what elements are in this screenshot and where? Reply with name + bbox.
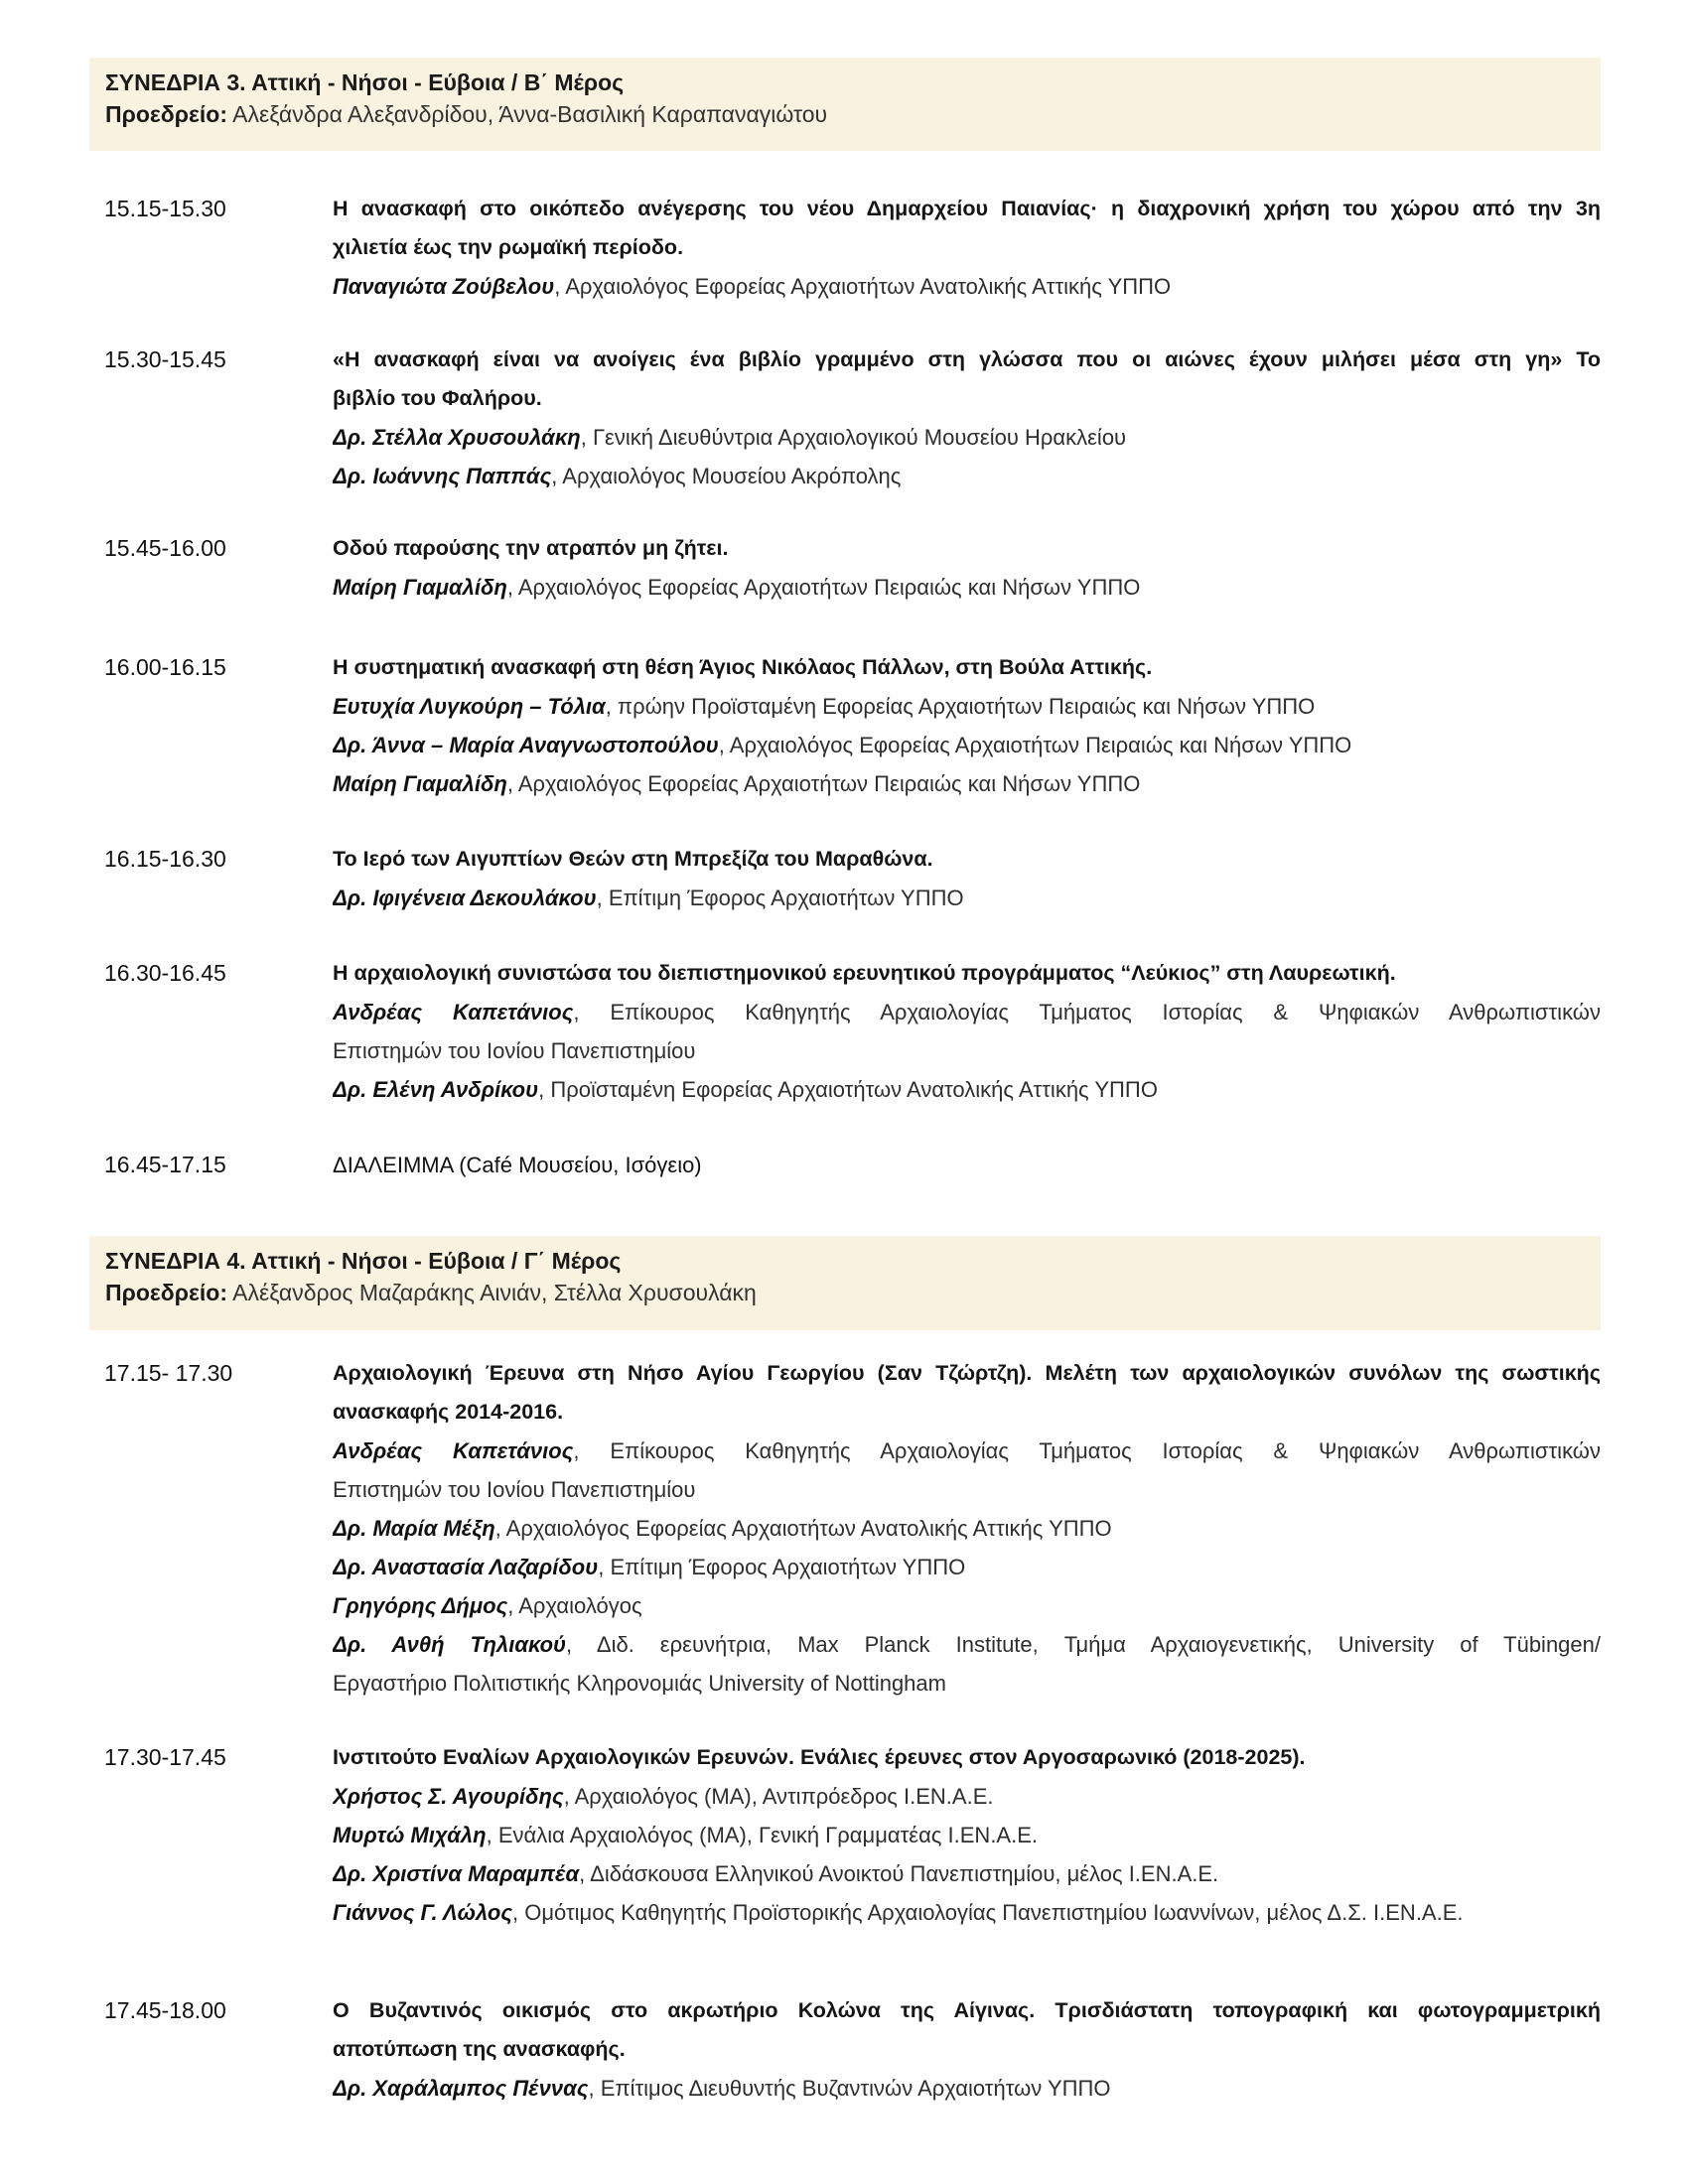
break-time: 16.45-17.15 xyxy=(104,1152,226,1177)
talk-body xyxy=(333,1991,1601,2108)
chair-label: Προεδρείο: xyxy=(105,101,227,127)
speaker-name: Χρήστος Σ. Αγουρίδης xyxy=(333,1784,564,1809)
speaker-affiliation: , πρώην Προϊσταμένη Εφορείας Αρχαιοτήτων Πειραιώς και Νήσων ΥΠΠΟ xyxy=(605,694,1316,719)
speaker-line xyxy=(333,1625,1601,1664)
talk-time: 17.30-17.45 xyxy=(104,1744,226,1770)
session-chairs xyxy=(105,1280,757,1306)
speaker-affiliation: , Αρχαιολόγος Εφορείας Αρχαιοτήτων Πειραιώς και Νήσων ΥΠΠΟ xyxy=(506,771,1141,796)
speaker-name: Μαίρη Γιαμαλίδη xyxy=(333,771,507,796)
speaker-affiliation: , Αρχαιολόγος xyxy=(507,1593,642,1618)
talk-body xyxy=(333,529,1601,607)
speaker-affiliation: , Ενάλια Αρχαιολόγος (MA), Γενική Γραμματέας Ι.ΕΝ.Α.Ε. xyxy=(486,1823,1038,1847)
talk-title-line: Η ανασκαφή στο οικόπεδο ανέγερσης του νέου Δημαρχείου Παιανίας· η διαχρονική χρήση του χώρου από την 3η xyxy=(333,197,1601,220)
speaker-name: Δρ. Άννα – Μαρία Αναγνωστοπούλου xyxy=(333,733,719,757)
speaker-line xyxy=(333,1854,1601,1893)
speaker-affiliation: , Αρχαιολόγος (MA), Αντιπρόεδρος Ι.ΕΝ.Α.Ε. xyxy=(563,1784,994,1809)
speaker-affiliation: , Αρχαιολόγος Εφορείας Αρχαιοτήτων Ανατολικής Αττικής ΥΠΠΟ xyxy=(554,274,1172,299)
speaker-line xyxy=(333,993,1601,1031)
talk-title-line: Η αρχαιολογική συνιστώσα του διεπιστημονικού ερευνητικού προγράμματος “Λεύκιος” στη Λαυρεωτική. xyxy=(333,961,1396,985)
speaker-name: Παναγιώτα Ζούβελου xyxy=(333,274,555,299)
speaker-affiliation: , Αρχαιολόγος Εφορείας Αρχαιοτήτων Πειραιώς και Νήσων ΥΠΠΟ xyxy=(718,733,1352,757)
speaker-line xyxy=(333,457,1601,495)
speaker-name: Δρ. Ανθή Τηλιακού xyxy=(333,1632,567,1657)
speaker-affiliation: , Ομότιμος Καθηγητής Προϊστορικής Αρχαιολογίας Πανεπιστημίου Ιωαννίνων, μέλος Δ.Σ. Ι.ΕΝ.Α.Ε. xyxy=(512,1900,1464,1925)
talk-time: 15.45-16.00 xyxy=(104,535,226,561)
talk-body xyxy=(333,341,1601,495)
chair-label: Προεδρείο: xyxy=(105,1280,227,1305)
speaker-line xyxy=(333,2069,1601,2108)
speaker-line xyxy=(333,1031,1601,1070)
talk-title-line: «Η ανασκαφή είναι να ανοίγεις ένα βιβλίο γραμμένο στη γλώσσα που οι αιώνες έχουν μιλήσει μέσα στη γη» Το xyxy=(333,347,1601,371)
talk-title-line: Οδού παρούσης την ατραπόν μη ζήτει. xyxy=(333,536,729,560)
talk-title-line: Ο Βυζαντινός οικισμός στο ακρωτήριο Κολώνα της Αίγινας. Τρισδιάστατη τοπογραφική και φωτογραμμετρική xyxy=(333,1998,1601,2022)
speaker-affiliation: Επιστημών του Ιονίου Πανεπιστημίου xyxy=(333,1038,696,1063)
speaker-line xyxy=(333,1893,1601,1932)
speaker-affiliation: Επιστημών του Ιονίου Πανεπιστημίου xyxy=(333,1477,696,1502)
talk-time: 17.45-18.00 xyxy=(104,1997,226,2023)
speaker-line xyxy=(333,1070,1601,1109)
speaker-affiliation: , Επίτιμος Διευθυντής Βυζαντινών Αρχαιοτήτων ΥΠΠΟ xyxy=(588,2076,1111,2101)
talk-body xyxy=(333,648,1601,803)
speaker-line xyxy=(333,568,1601,607)
talk-title-line: Ινστιτούτο Εναλίων Αρχαιολογικών Ερευνών. Ενάλιες έρευνες στον Αργοσαρωνικό (2018-2025). xyxy=(333,1745,1306,1769)
speaker-affiliation: , Επίκουρος Καθηγητής Αρχαιολογίας Τμήματος Ιστορίας & Ψηφιακών Ανθρωπιστικών xyxy=(573,1438,1601,1463)
talk-title-line: Το Ιερό των Αιγυπτίων Θεών στη Μπρεξίζα του Μαραθώνα. xyxy=(333,847,933,871)
talk-body xyxy=(333,1354,1601,1703)
speaker-name: Ανδρέας Καπετάνιος xyxy=(333,1438,574,1463)
speaker-name: Δρ. Αναστασία Λαζαρίδου xyxy=(333,1555,599,1579)
chair-names: Αλέξανδρος Μαζαράκης Αινιάν, Στέλλα Χρυσουλάκη xyxy=(232,1280,757,1305)
talk-title-line: αποτύπωση της ανασκαφής. xyxy=(333,2037,626,2061)
speaker-name: Δρ. Ιφιγένεια Δεκουλάκου xyxy=(333,886,597,910)
speaker-name: Γρηγόρης Δήμος xyxy=(333,1593,508,1618)
talk-title-line: Αρχαιολογική Έρευνα στη Νήσο Αγίου Γεωργίου (Σαν Τζώρτζη). Μελέτη των αρχαιολογικών συνόλων της σωστικής xyxy=(333,1361,1601,1385)
break-label: ΔΙΑΛΕΙΜΜΑ (Café Μουσείου, Ισόγειο) xyxy=(333,1153,702,1177)
speaker-name: Δρ. Στέλλα Χρυσουλάκη xyxy=(333,425,581,450)
speaker-name: Μαίρη Γιαμαλίδη xyxy=(333,575,507,600)
session-title: ΣΥΝΕΔΡΙΑ 3. Αττική - Νήσοι - Εύβοια / Β΄ Μέρος xyxy=(105,69,625,95)
speaker-affiliation: , Γενική Διευθύντρια Αρχαιολογικού Μουσείου Ηρακλείου xyxy=(580,425,1127,450)
speaker-line xyxy=(333,687,1601,726)
talk-time: 16.00-16.15 xyxy=(104,654,226,680)
talk-body xyxy=(333,954,1601,1109)
speaker-name: Δρ. Ιωάννης Παππάς xyxy=(333,464,552,488)
speaker-name: Δρ. Χαράλαμπος Πέννας xyxy=(333,2076,589,2101)
speaker-line xyxy=(333,418,1601,457)
speaker-affiliation: Εργαστήριο Πολιτιστικής Κληρονομιάς University of Nottingham xyxy=(333,1671,946,1696)
speaker-name: Δρ. Μαρία Μέξη xyxy=(333,1516,495,1541)
talk-time: 17.15- 17.30 xyxy=(104,1360,233,1386)
speaker-name: Δρ. Χριστίνα Μαραμπέα xyxy=(333,1861,580,1886)
speaker-affiliation: , Επίκουρος Καθηγητής Αρχαιολογίας Τμήματος Ιστορίας & Ψηφιακών Ανθρωπιστικών xyxy=(573,1000,1601,1024)
talk-title-line: ανασκαφής 2014-2016. xyxy=(333,1400,564,1424)
speaker-line xyxy=(333,764,1601,803)
talk-time: 15.15-15.30 xyxy=(104,196,226,221)
session-3-header xyxy=(89,58,1601,151)
talk-title-line: βιβλίο του Φαλήρου. xyxy=(333,386,542,410)
speaker-affiliation: , Αρχαιολόγος Εφορείας Αρχαιοτήτων Ανατολικής Αττικής ΥΠΠΟ xyxy=(494,1516,1112,1541)
speaker-affiliation: , Προϊσταμένη Εφορείας Αρχαιοτήτων Ανατολικής Αττικής ΥΠΠΟ xyxy=(538,1077,1158,1102)
speaker-name: Μυρτώ Μιχάλη xyxy=(333,1823,487,1847)
speaker-affiliation: , Αρχαιολόγος Μουσείου Ακρόπολης xyxy=(551,464,902,488)
speaker-affiliation: , Διδάσκουσα Ελληνικού Ανοικτού Πανεπιστημίου, μέλος Ι.ΕΝ.Α.Ε. xyxy=(579,1861,1219,1886)
talk-body xyxy=(333,190,1601,306)
session-title: ΣΥΝΕΔΡΙΑ 4. Αττική - Νήσοι - Εύβοια / Γ΄ Μέρος xyxy=(105,1248,622,1274)
speaker-line xyxy=(333,879,1601,917)
talk-time: 16.15-16.30 xyxy=(104,846,226,872)
talk-time: 15.30-15.45 xyxy=(104,346,226,372)
session-chairs xyxy=(105,101,827,128)
talk-title-line: χιλιετία έως την ρωμαϊκή περίοδο. xyxy=(333,235,684,259)
speaker-name: Ευτυχία Λυγκούρη – Τόλια xyxy=(333,694,606,719)
chair-names: Αλεξάνδρα Αλεξανδρίδου, Άννα-Βασιλική Καραπαναγιώτου xyxy=(232,101,828,127)
speaker-affiliation: , Επίτιμη Έφορος Αρχαιοτήτων ΥΠΠΟ xyxy=(598,1555,966,1579)
speaker-line xyxy=(333,726,1601,764)
speaker-name: Δρ. Ελένη Ανδρίκου xyxy=(333,1077,539,1102)
speaker-affiliation: , Διδ. ερευνήτρια, Max Planck Institute, Τμήμα Αρχαιογενετικής, University of Tübingen/ xyxy=(566,1632,1601,1657)
speaker-line xyxy=(333,1470,1601,1509)
speaker-name: Ανδρέας Καπετάνιος xyxy=(333,1000,574,1024)
speaker-affiliation: , Επίτιμη Έφορος Αρχαιοτήτων ΥΠΠΟ xyxy=(596,886,964,910)
talk-body xyxy=(333,1738,1601,1932)
speaker-line xyxy=(333,1509,1601,1548)
talk-title-line: Η συστηματική ανασκαφή στη θέση Άγιος Νικόλαος Πάλλων, στη Βούλα Αττικής. xyxy=(333,655,1153,679)
speaker-line xyxy=(333,1548,1601,1586)
speaker-line xyxy=(333,1816,1601,1854)
speaker-line xyxy=(333,267,1601,306)
speaker-line xyxy=(333,1664,1601,1703)
speaker-line xyxy=(333,1432,1601,1470)
talk-body xyxy=(333,840,1601,917)
speaker-line xyxy=(333,1777,1601,1816)
session-4-header xyxy=(89,1236,1601,1330)
speaker-name: Γιάννος Γ. Λώλος xyxy=(333,1900,513,1925)
speaker-line xyxy=(333,1586,1601,1625)
talk-time: 16.30-16.45 xyxy=(104,960,226,986)
speaker-affiliation: , Αρχαιολόγος Εφορείας Αρχαιοτήτων Πειραιώς και Νήσων ΥΠΠΟ xyxy=(506,575,1141,600)
